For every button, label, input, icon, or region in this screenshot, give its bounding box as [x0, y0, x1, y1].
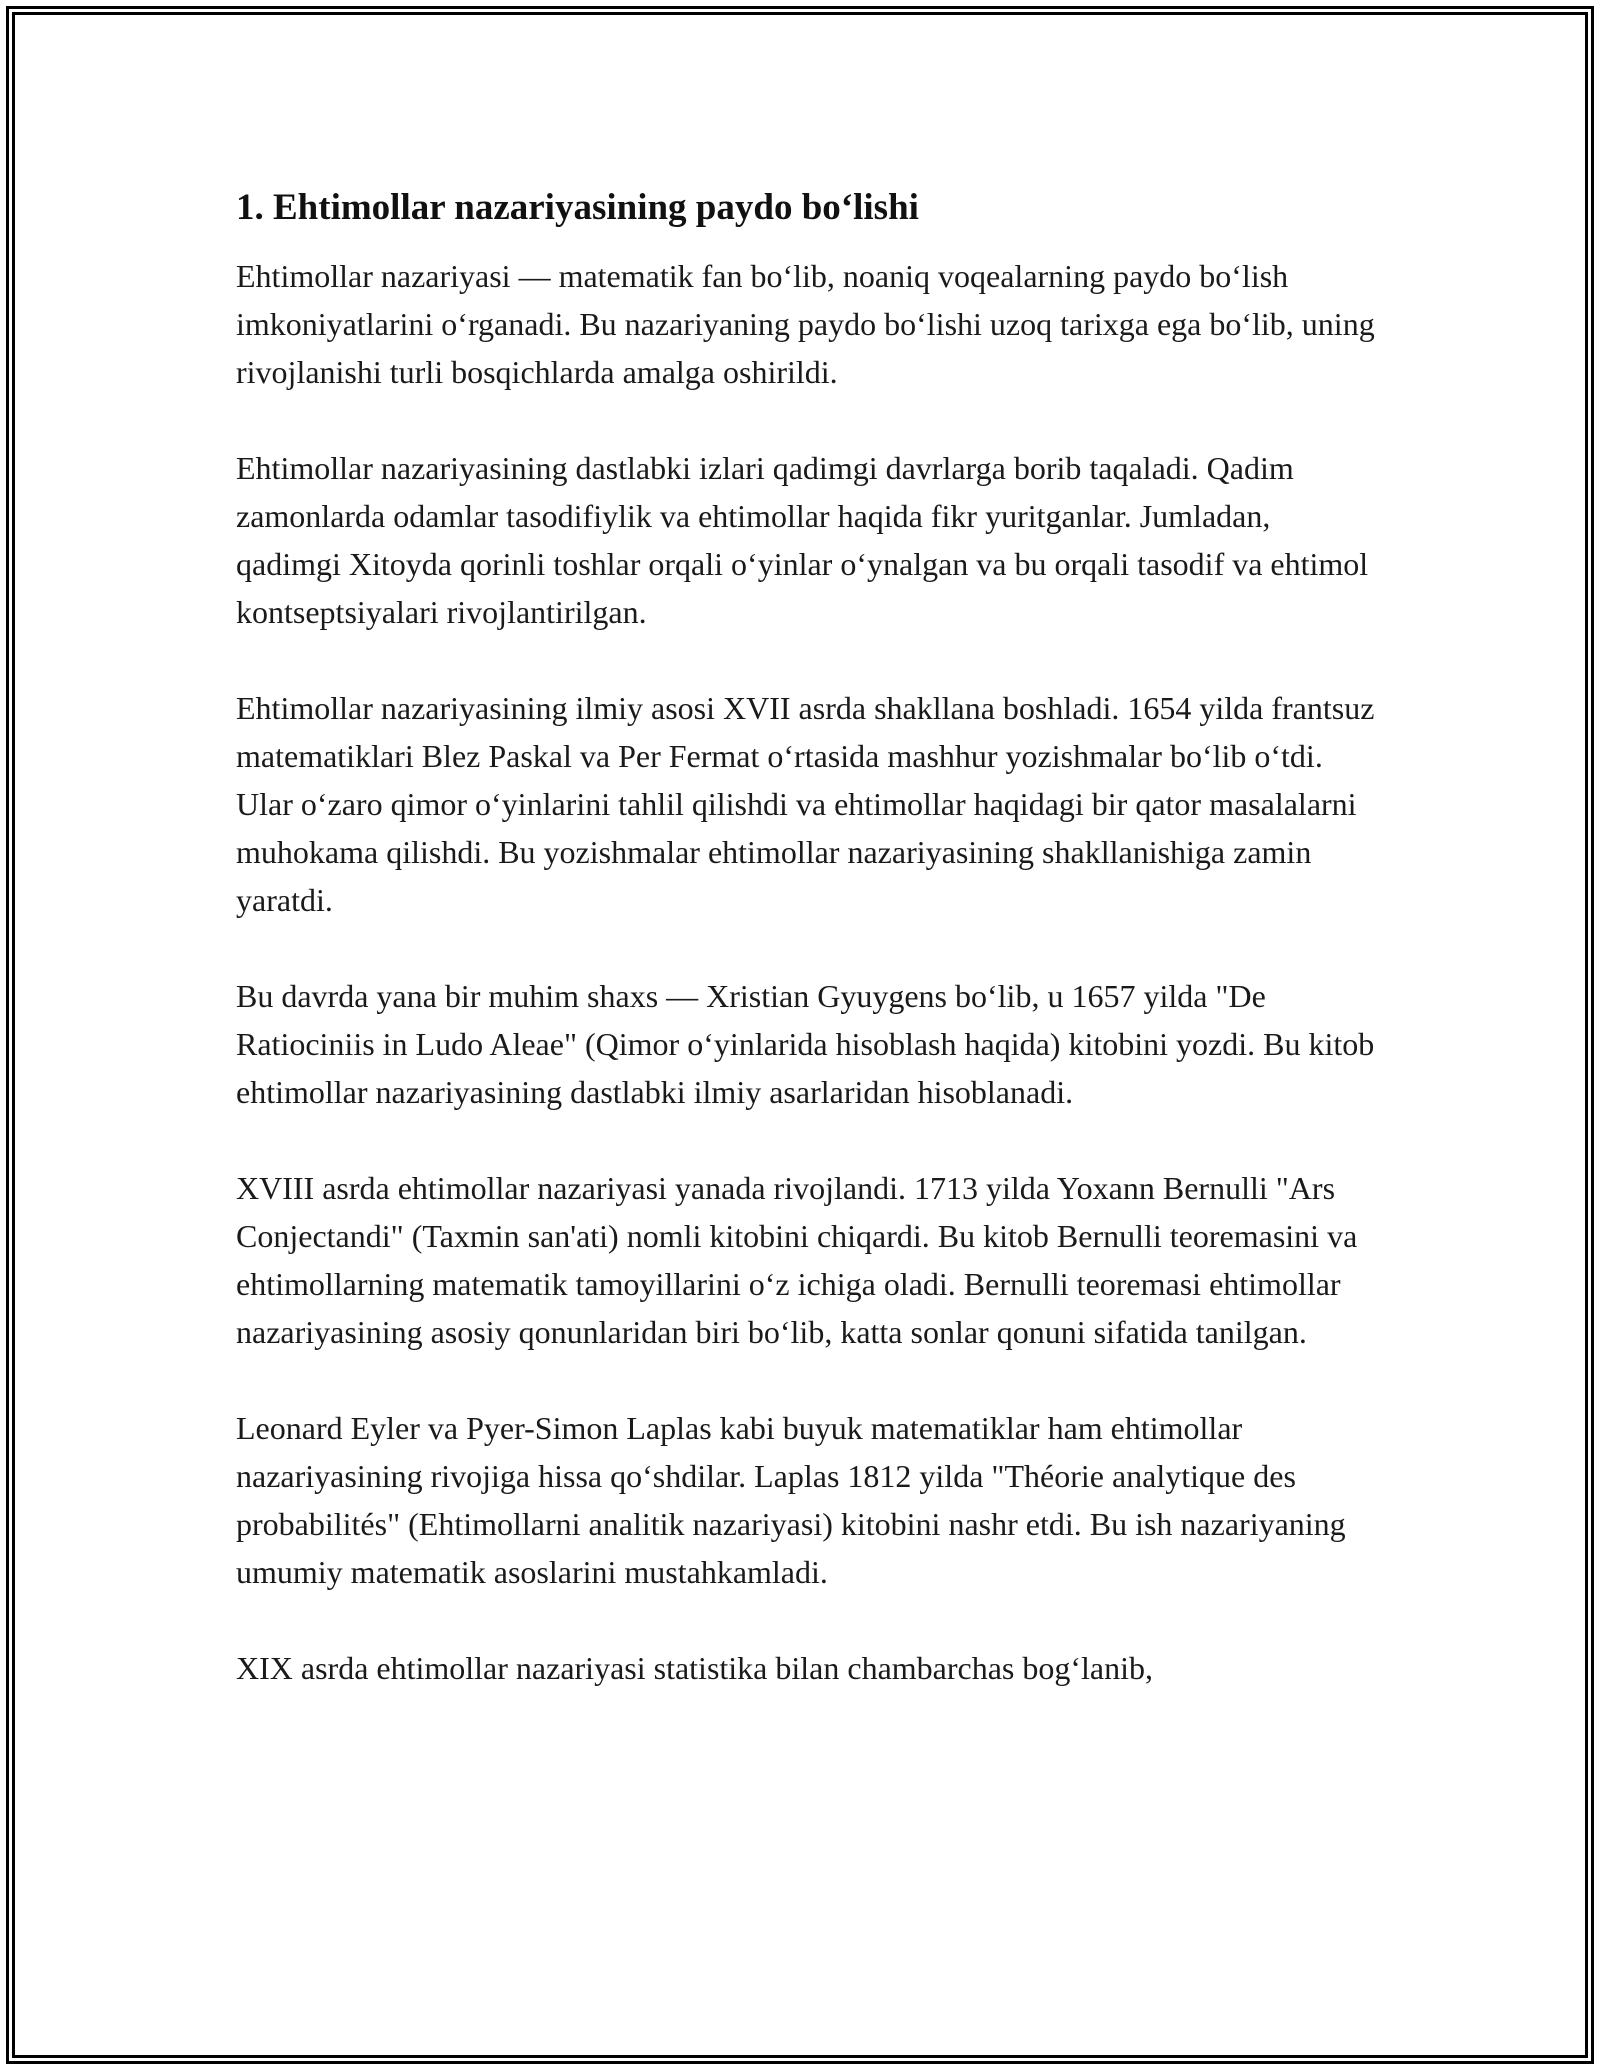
- paragraph-xvii-century: Ehtimollar nazariyasining ilmiy asosi XVII asrda shakllana boshladi. 1654 yilda frantsuz matematiklari Blez Paskal va Per Fermat o‘rtasida mashhur yozishmalar bo‘lib o‘tdi. Ular o‘zaro qimor o‘yinlarini tahlil qilishdi va ehtimollar haqidagi bir qator masalalarni muhokama qilishdi. Bu yozishmalar ehtimollar nazariyasining shakllanishiga zamin yaratdi.: [236, 690, 1375, 918]
- paragraph-xix-century: XIX asrda ehtimollar nazariyasi statistika bilan chambarchas bog‘lanib,: [236, 1650, 1154, 1686]
- paragraph-huygens: Bu davrda yana bir muhim shaxs — Xristian Gyuygens bo‘lib, u 1657 yilda "De Ratiociniis in Ludo Aleae" (Qimor o‘yinlarida hisoblash haqida) kitobini yozdi. Bu kitob ehtimollar nazariyasining dastlabki ilmiy asarlaridan hisoblanadi.: [236, 978, 1375, 1110]
- document-body: [236, 184, 1376, 1740]
- paragraph-intro: Ehtimollar nazariyasi — matematik fan bo‘lib, noaniq voqealarning paydo bo‘lish imkoniyatlarini o‘rganadi. Bu nazariyaning paydo bo‘lishi uzoq tarixga ega bo‘lib, uning rivojlanishi turli bosqichlarda amalga oshirildi.: [236, 258, 1375, 390]
- paragraph-ancient-origins: Ehtimollar nazariyasining dastlabki izlari qadimgi davrlarga borib taqaladi. Qadim zamonlarda odamlar tasodifiylik va ehtimollar haqida fikr yuritganlar. Jumladan, qadimgi Xitoyda qorinli toshlar orqali o‘yinlar o‘ynalgan va bu orqali tasodif va ehtimol kontseptsiyalari rivojlantirilgan.: [236, 450, 1369, 630]
- section-heading: 1. Ehtimollar nazariyasining paydo bo‘lishi: [236, 187, 919, 228]
- paragraph-euler-laplace: Leonard Eyler va Pyer-Simon Laplas kabi buyuk matematiklar ham ehtimollar nazariyasining rivojiga hissa qo‘shdilar. Laplas 1812 yilda "Théorie analytique des probabilités" (Ehtimollarni analitik nazariyasi) kitobini nashr etdi. Bu ish nazariyaning umumiy matematik asoslarini mustahkamladi.: [236, 1410, 1346, 1590]
- paragraph-xviii-century: XVIII asrda ehtimollar nazariyasi yanada rivojlandi. 1713 yilda Yoxann Bernulli "Ars Conjectandi" (Taxmin san'ati) nomli kitobini chiqardi. Bu kitob Bernulli teoremasini va ehtimollarning matematik tamoyillarini o‘z ichiga oladi. Bernulli teoremasi ehtimollar nazariyasining asosiy qonunlaridan biri bo‘lib, katta sonlar qonuni sifatida tanilgan.: [236, 1170, 1358, 1350]
